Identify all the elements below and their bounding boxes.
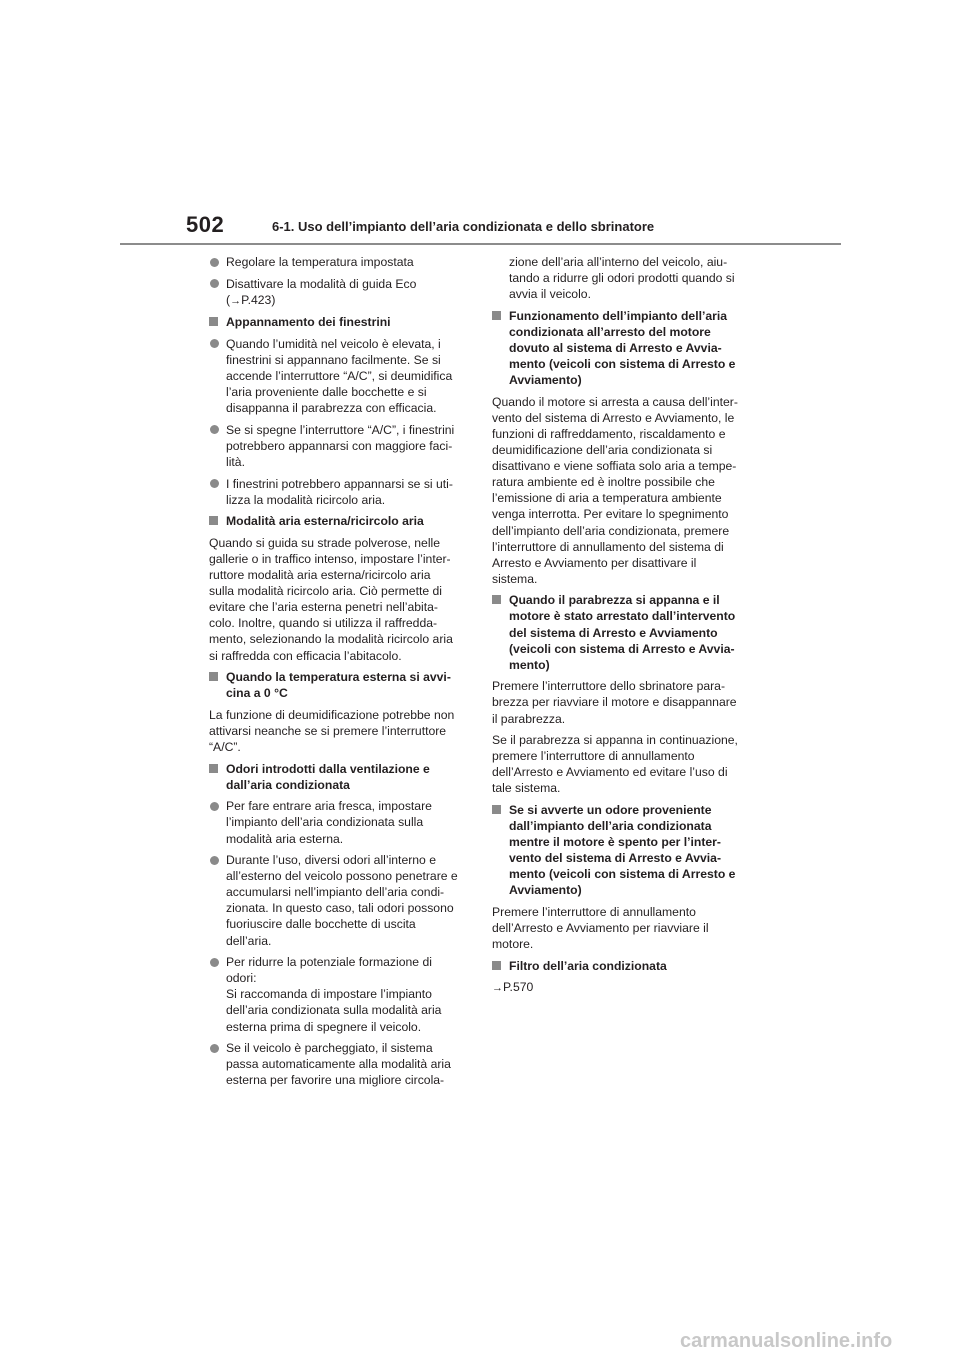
paragraph: Premere l’interruttore di annullamento dell’Arresto e Avviamento per riavviare il motore. — [492, 905, 709, 952]
paragraph: Se il parabrezza si appanna in continuazione, premere l’interruttore di annullamento dell’Arresto e Avviamento ed evitare l’uso di tale sistema. — [492, 733, 738, 796]
subsection-heading: Filtro dell’aria condizionata — [492, 958, 754, 974]
subsection-heading: Se si avverte un odore proveniente dall’impianto dell’aria condizionata mentre il motore è spento per l’inter- vento del sistema di Arresto e Avvia- mento (veicoli con sistema di Arresto e Avviamento) — [492, 802, 754, 899]
bullet-text: Disattivare la modalità di guida Eco ( — [226, 276, 417, 307]
paragraph: Premere l’interruttore dello sbrinatore para- brezza per riavviare il motore e disappannare il parabrezza. — [492, 679, 737, 726]
bullet-item: I finestrini potrebbero appannarsi se si uti- lizza la modalità ricircolo aria. — [209, 476, 467, 508]
section-title: 6-1. Uso dell’impianto dell’aria condizionata e dello sbrinatore — [272, 219, 655, 234]
bullet-item: Per fare entrare aria fresca, impostare l’impianto dell’aria condizionata sulla modalità aria esterna. — [209, 798, 467, 846]
arrow-icon: → — [230, 294, 242, 307]
subsection-heading: Appannamento dei finestrini — [209, 314, 467, 330]
paragraph: La funzione di deumidificazione potrebbe non attivarsi neanche se si premere l’interruttore “A/C”. — [209, 707, 455, 755]
page-reference-link[interactable]: P.423) — [241, 292, 276, 307]
arrow-icon: → — [492, 982, 503, 995]
bullet-item: Quando l’umidità nel veicolo è elevata, i finestrini si appannano facilmente. Se si accende l’interruttore “A/C”, si deumidifica l’aria proveniente dalle bocchette e si disappanna il parabrezza con efficacia. — [209, 336, 467, 416]
subsection-heading: Odori introdotti dalla ventilazione e dall’aria condizionata — [209, 761, 467, 793]
bullet-text: Regolare la temperatura impostata — [226, 255, 414, 269]
header-rule — [120, 243, 841, 245]
bullet-item — [209, 254, 467, 270]
subsection-heading: Quando la temperatura esterna si avvi- cina a 0 °C — [209, 669, 467, 701]
page-reference-link[interactable]: P.570 — [503, 980, 534, 995]
page-reference — [492, 979, 754, 996]
paragraph: Quando si guida su strade polverose, nelle gallerie o in traffico intenso, impostare l’inter- ruttore modalità aria esterna/ricircolo aria sulla modalità ricircolo aria. Ciò permette di evitare che l’aria esterna penetri nell’abita- colo. Inoltre, quando si utilizza il raffredda- mento, selezionando la modalità ricircolo aria si raffredda con efficacia l’abitacolo. — [209, 535, 453, 663]
bullet-item: Se il veicolo è parcheggiato, il sistema passa automaticamente alla modalità aria esterna per favorire una migliore circola- — [209, 1040, 467, 1088]
bullet-item: Durante l’uso, diversi odori all’interno e all’esterno del veicolo possono penetrare e accumularsi nell’impianto dell’aria condi- zionata. In questo caso, tali odori possono fuoriuscire dalle bocchette di uscita dell’aria. — [209, 852, 467, 949]
subsection-heading: Funzionamento dell’impianto dell’aria condizionata all’arresto del motore dovuto al sistema di Arresto e Avvia- mento (veicoli con sistema di Arresto e Avviamento) — [492, 308, 754, 388]
bullet-item: Se si spegne l’interruttore “A/C”, i finestrini potrebbero appannarsi con maggiore faci- lità. — [209, 422, 467, 470]
subsection-heading: Quando il parabrezza si appanna e il motore è stato arrestato dall’intervento del sistema di Arresto e Avviamento (veicoli con sistema di Arresto e Avvia- mento) — [492, 592, 754, 672]
page-number: 502 — [186, 212, 225, 237]
subsection-heading: Modalità aria esterna/ricircolo aria — [209, 513, 467, 529]
bullet-item — [209, 276, 467, 309]
bullet-continuation: zione dell’aria all’interno del veicolo, aiu- tando a ridurre gli odori prodotti quando si avvia il veicolo. — [509, 255, 735, 302]
paragraph: Quando il motore si arresta a causa dell’inter- vento del sistema di Arresto e Avviamento, le funzioni di raffreddamento, riscaldamento e deumidificazione dell’aria condizionata si disattivano e viene soffiata solo aria a tempe- ratura ambiente ed è inoltre possibile che l’emissione di aria a temperatura ambiente venga interrotta. Per evitare lo spegnimento dell’impianto dell’aria condizionata, premere l’interruttore di annullamento del sistema di Arresto e Avviamento per disattivare il sistema. — [492, 394, 738, 586]
bullet-item: Per ridurre la potenziale formazione di odori: Si raccomanda di impostare l’impianto dell’aria condizionata sulla modalità aria esterna prima di spegnere il veicolo. — [209, 954, 467, 1034]
left-column — [209, 254, 467, 1094]
watermark: carmanualsonline.info — [680, 1330, 893, 1352]
right-column — [492, 254, 754, 1002]
